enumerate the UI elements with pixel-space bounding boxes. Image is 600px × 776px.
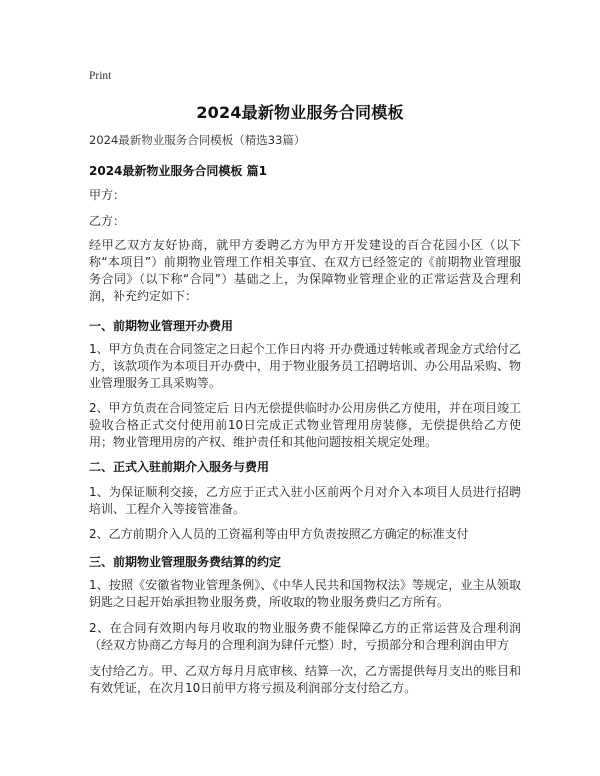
section-1-item-1: 1、甲方负责在合同签定之日起个工作日内将 开办费通过转帐或者现金方式给付乙方，该款项作为本项目开办费中，用于物业服务员工招聘培训、办公用品采购、物业管理服务工具采购等。	[89, 342, 522, 390]
party-b-line: 乙方：	[89, 214, 126, 228]
intro-paragraph: 经甲乙双方友好协商，就甲方委聘乙方为甲方开发建设的百合花园小区（以下称“本项目”）前期物业管理工作相关事宜、在双方已经签定的《前期物业管理服务合同》（以下称“合同”）基础之上，为保障物业管理企业的正常运营及合理利润，补充约定如下：	[89, 238, 521, 303]
section-1-item-2: 2、甲方负责在合同签定后 日内无偿提供临时办公用房供乙方使用，并在项目竣工验收合格正式交付使用前10日完成正式物业管理用房装修，无偿提供给乙方使用；物业管理用房的产权、维护责任和其他问题按相关规定处理。	[89, 401, 521, 449]
section-3-item-2: 2、在合同有效期内每月收取的物业服务费不能保障乙方的正常运营及合理利润（经双方协商乙方每月的合理利润为肆仟元整）时，亏损部分和合理利润由甲方	[89, 621, 521, 652]
section-2-item-2: 2、乙方前期介入人员的工资福利等由甲方负责按照乙方确定的标准支付	[89, 527, 469, 541]
document-subtitle: 2024最新物业服务合同模板（精选33篇）	[89, 133, 306, 147]
document-title: 2024最新物业服务合同模板	[196, 103, 404, 122]
section-1-heading: 一、前期物业管理开办费用	[89, 319, 234, 333]
party-a-line: 甲方：	[89, 188, 126, 202]
section-2-item-1: 1、为保证顺利交接，乙方应于正式入驻小区前两个月对介入本项目人员进行招聘培训、工程介入等接管准备。	[89, 485, 521, 516]
section-3-item-2-continued: 支付给乙方。甲、乙双方每月月底审核、结算一次，乙方需提供每月支出的账目和有效凭证，在次月10日前甲方将亏损及利润部分支付给乙方。	[89, 664, 522, 695]
section-3-item-1: 1、按照《安徽省物业管理条例》、《中华人民共和国物权法》等规定，业主从领取钥匙之日起开始承担物业服务费，所收取的物业服务费归乙方所有。	[89, 578, 521, 609]
section-heading: 2024最新物业服务合同模板 篇1	[89, 164, 267, 178]
section-3-heading: 三、前期物业管理服务费结算的约定	[89, 555, 282, 569]
print-label[interactable]: Print	[89, 70, 112, 82]
section-2-heading: 二、正式入驻前期介入服务与费用	[89, 460, 270, 474]
